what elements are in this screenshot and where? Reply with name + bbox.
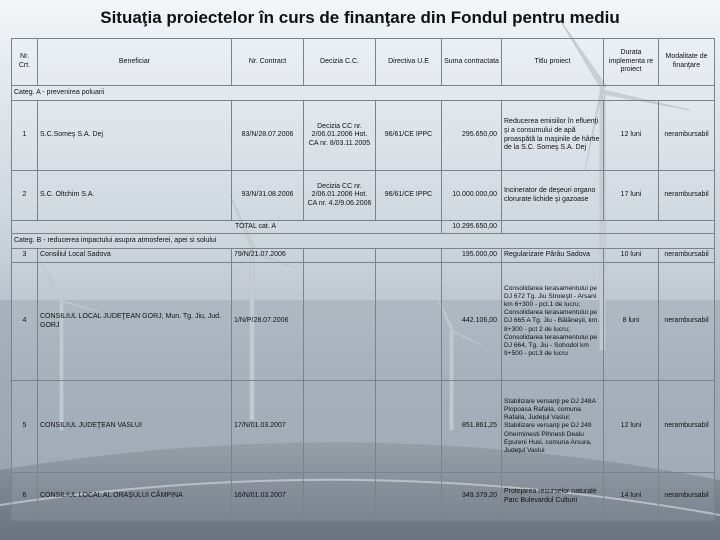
cell-titlu: Incinerator de deşeuri organo clorurate lichide şi gazoase — [502, 171, 604, 221]
cell-nr: 3 — [12, 249, 38, 263]
header-nr: Nr. Crt. — [12, 39, 38, 86]
header-decizia: Decizia C.C. — [304, 39, 376, 86]
cell-modalitate: nerambursabil — [659, 171, 715, 221]
cell-nr: 1 — [12, 101, 38, 171]
table-row — [12, 171, 715, 221]
cell-suma: 295.650,00 — [442, 101, 502, 171]
cell-durata: 12 luni — [604, 101, 659, 171]
cell-modalitate: nerambursabil — [659, 263, 715, 381]
cell-decizia — [304, 381, 376, 473]
cell-suma: 195.000,00 — [442, 249, 502, 263]
cell-beneficiar: S.C.Someş S.A. Dej — [38, 101, 232, 171]
table-row — [12, 101, 715, 171]
table-row — [12, 249, 715, 263]
cell-directiva — [376, 249, 442, 263]
cell-contract: 1/N/P/28.07.2006 — [232, 263, 304, 381]
cell-contract: 17/N/01.03.2007 — [232, 381, 304, 473]
cell-modalitate: nerambursabil — [659, 249, 715, 263]
header-durata: Durata implementa re proiect — [604, 39, 659, 86]
projects-table — [11, 38, 715, 521]
cell-beneficiar: S.C. Oltchim S.A. — [38, 171, 232, 221]
cell-directiva: 96/61/CE IPPC — [376, 101, 442, 171]
cell-suma: 442.106,00 — [442, 263, 502, 381]
cell-suma: 349.379,20 — [442, 473, 502, 521]
cell-beneficiar: Consiliul Local Sadova — [38, 249, 232, 263]
cell-directiva — [376, 381, 442, 473]
category-b-row — [12, 234, 715, 249]
cell-nr: 2 — [12, 171, 38, 221]
cell-suma: 851.861,25 — [442, 381, 502, 473]
page-title: Situaţia proiectelor în curs de finanţare din Fondul pentru mediu — [100, 8, 620, 27]
category-b-label: Categ. B - reducerea impactului asupra atmosferei, apei si solului — [12, 234, 715, 249]
cell-titlu: Stabilizare versanţi pe DJ 248A Plopoasa Rafaila, comuna Rafaila, Judeţul Vaslui; Stabilizare versanţi pe DJ 249 Gherminesti Pihnesti Dealu Epureni Husi, comuna Arsura, Judeţul Vaslui — [502, 381, 604, 473]
cell-titlu: Protejarea resurselor naturale Parc Bulevardul Culturii — [502, 473, 604, 521]
cell-durata: 8 luni — [604, 263, 659, 381]
header-contract: Nr. Contract — [232, 39, 304, 86]
cell-directiva — [376, 473, 442, 521]
table-row — [12, 381, 715, 473]
table-row — [12, 263, 715, 381]
cell-nr: 5 — [12, 381, 38, 473]
category-a-label: Categ. A - prevenirea poluarii — [12, 86, 715, 101]
cell-titlu: Reducerea emisiilor în efluenţi şi a consumului de apă proaspătă la maşinile de hârtie de la S.C. Someş S.A. Dej — [502, 101, 604, 171]
category-a-row — [12, 86, 715, 101]
cell-contract: 83/N/28.07.2006 — [232, 101, 304, 171]
cell-decizia — [304, 473, 376, 521]
cell-durata: 17 luni — [604, 171, 659, 221]
cell-directiva — [376, 263, 442, 381]
cell-beneficiar: CONSILIUL LOCAL JUDEŢEAN GORJ, Mun. Tg. Jiu, Jud. GORJ — [38, 263, 232, 381]
cell-suma: 10.000.000,00 — [442, 171, 502, 221]
cell-durata: 10 luni — [604, 249, 659, 263]
total-a-value: 10.295.650,00 — [442, 221, 502, 234]
cell-beneficiar: CONSILIUL LOCAL AL ORAŞULUI CÂMPINA — [38, 473, 232, 521]
total-a-row — [12, 221, 715, 234]
header-beneficiar: Beneficiar — [38, 39, 232, 86]
cell-modalitate: nerambursabil — [659, 101, 715, 171]
cell-nr: 6 — [12, 473, 38, 521]
cell-contract: 16/N/01.03.2007 — [232, 473, 304, 521]
header-directiva: Directiva U.E — [376, 39, 442, 86]
cell-directiva: 96/61/CE IPPC — [376, 171, 442, 221]
cell-modalitate: nerambursabil — [659, 473, 715, 521]
cell-decizia: Decizia CC nr. 2/06.01.2006 Hot. CA nr. 4.2/9.06.2006 — [304, 171, 376, 221]
cell-decizia — [304, 263, 376, 381]
cell-decizia: Decizia CC nr. 2/06.01.2006 Hot. CA nr. 8/03.11.2005 — [304, 101, 376, 171]
cell-durata: 12 luni — [604, 381, 659, 473]
cell-modalitate: nerambursabil — [659, 381, 715, 473]
cell-contract: 93/N/31.08.2006 — [232, 171, 304, 221]
table-row — [12, 473, 715, 521]
cell-titlu: Consolidarea terasamentului pe DJ 672 Tg. Jiu Stroieşti - Arsani km 6+300 - pct.1 de lucru; Consolidarea terasamentului pe DJ 665 A Tg. Jiu - Bălăneşti, km. 8+300 - pct 2 de lucru; Consolidarea terasamentului pe DJ 664, Tg. Jiu - Sohodol km 9+500 - pct.3 de lucru — [502, 263, 604, 381]
cell-titlu: Regularizare Pârâu Sadova — [502, 249, 604, 263]
cell-contract: 79/N/21.07.2006 — [232, 249, 304, 263]
cell-durata: 14 luni — [604, 473, 659, 521]
header-modalitate: Modalitate de finanţare — [659, 39, 715, 86]
header-suma: Suma contractata — [442, 39, 502, 86]
total-a-label: TOTAL cat. A — [12, 221, 442, 234]
header-titlu: Titlu proiect — [502, 39, 604, 86]
cell-beneficiar: CONSILIUL JUDEŢEAN VASLUI — [38, 381, 232, 473]
cell-nr: 4 — [12, 263, 38, 381]
cell-decizia — [304, 249, 376, 263]
header-row — [12, 39, 715, 86]
